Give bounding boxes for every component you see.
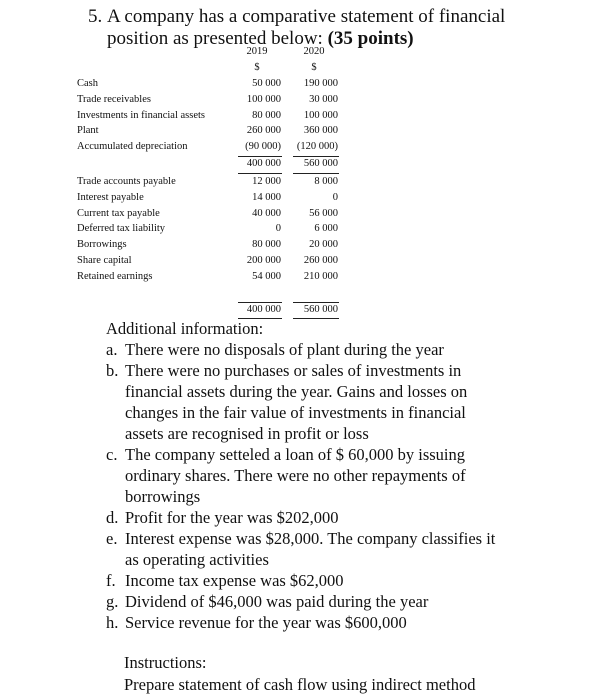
additional-information	[106, 318, 596, 633]
liability-label: Current tax payable	[77, 207, 160, 219]
item-marker: d.	[106, 508, 119, 527]
item-text-line: Profit for the year was $202,000	[125, 508, 339, 527]
item-marker: g.	[106, 592, 119, 611]
additional-info-item	[106, 528, 596, 570]
item-text-line: Interest expense was $28,000. The company classifies it	[125, 529, 496, 548]
item-text-line: There were no purchases or sales of investments in	[125, 361, 462, 380]
liability-value-2020: 6 000	[314, 223, 338, 235]
asset-value-2020: 30 000	[309, 93, 338, 105]
additional-info-item	[106, 591, 596, 612]
instructions-title: Instructions:	[124, 653, 207, 672]
asset-label: Cash	[77, 78, 98, 89]
asset-value-2019: 80 000	[252, 109, 281, 121]
asset-value-2020: 360 000	[303, 125, 338, 137]
asset-label: Investments in financial assets	[77, 109, 206, 121]
item-marker: c.	[106, 445, 118, 464]
additional-info-item	[106, 444, 596, 507]
subtotal-rule-2019	[238, 156, 282, 157]
item-text-line: borrowings	[125, 487, 201, 506]
liability-value-2019: 0	[275, 223, 281, 235]
liabilities-total-2019: 400 000	[246, 304, 281, 315]
liab-total-top-rule-2020	[293, 302, 339, 303]
points-label: (35 points)	[327, 28, 414, 49]
asset-value-2020: 190 000	[303, 78, 338, 89]
item-text-line: as operating activities	[125, 550, 269, 569]
liability-value-2020: 210 000	[303, 270, 338, 282]
item-text-line: The company setteled a loan of $ 60,000 by issuing	[125, 445, 466, 464]
instructions-text: Prepare statement of cash flow using indirect method	[124, 675, 476, 694]
question-number: 5.	[88, 6, 103, 27]
liability-label: Borrowings	[77, 239, 127, 251]
additional-info-item	[106, 570, 596, 591]
liability-value-2020: 0	[332, 191, 338, 203]
item-text-line: financial assets during the year. Gains and losses on	[125, 382, 468, 401]
item-marker: h.	[106, 613, 119, 632]
asset-label: Accumulated depreciation	[77, 141, 188, 153]
additional-info-item	[106, 360, 596, 444]
additional-info-item	[106, 507, 596, 528]
additional-info-item	[106, 612, 596, 633]
item-marker: e.	[106, 529, 118, 548]
liability-value-2020: 8 000	[314, 176, 338, 187]
liab-total-top-rule-2019	[238, 302, 282, 303]
year-header-2020: 2020	[303, 46, 325, 57]
currency-header-2020: $	[311, 62, 317, 73]
liability-label: Share capital	[77, 255, 132, 266]
additional-info-item	[106, 339, 596, 360]
asset-value-2020: (120 000)	[296, 141, 338, 153]
asset-value-2019: 50 000	[252, 78, 281, 89]
subtotal-rule-2020	[293, 156, 339, 157]
item-text-line: Income tax expense was $62,000	[125, 571, 344, 590]
instructions	[124, 652, 475, 696]
liability-value-2019: 14 000	[252, 191, 281, 203]
additional-info-title: Additional information:	[106, 319, 264, 338]
liability-value-2019: 12 000	[252, 176, 281, 187]
assets-total-2020: 560 000	[303, 158, 338, 169]
question-line-1: A company has a comparative statement of financial	[107, 6, 506, 27]
liability-value-2019: 80 000	[252, 239, 281, 251]
item-text-line: Service revenue for the year was $600,000	[125, 613, 407, 632]
total-rule-2019	[238, 173, 282, 174]
item-marker: f.	[106, 571, 116, 590]
asset-value-2019: (90 000)	[245, 141, 281, 153]
item-text-line: assets are recognised in profit or loss	[125, 424, 369, 443]
liability-value-2019: 54 000	[252, 270, 281, 282]
item-text-line: Dividend of $46,000 was paid during the year	[125, 592, 429, 611]
asset-value-2019: 100 000	[246, 93, 281, 105]
liability-value-2020: 56 000	[309, 207, 338, 219]
item-marker: a.	[106, 340, 118, 359]
liability-value-2020: 260 000	[303, 255, 338, 266]
liability-value-2019: 40 000	[252, 207, 281, 219]
total-rule-2020	[293, 173, 339, 174]
asset-label: Trade receivables	[77, 93, 151, 105]
item-text-line: ordinary shares. There were no other repayments of	[125, 466, 466, 485]
asset-value-2020: 100 000	[303, 109, 338, 121]
asset-value-2019: 260 000	[246, 125, 281, 137]
currency-header-2019: $	[254, 62, 260, 73]
liability-label: Interest payable	[77, 191, 144, 203]
item-marker: b.	[106, 361, 119, 380]
liability-value-2020: 20 000	[309, 239, 338, 251]
liability-label: Deferred tax liability	[77, 223, 166, 235]
liabilities-total-2020: 560 000	[303, 304, 338, 315]
additional-info-list	[106, 339, 596, 633]
liability-value-2019: 200 000	[246, 255, 281, 266]
item-text-line: changes in the fair value of investments in financial	[125, 403, 466, 422]
asset-label: Plant	[77, 125, 99, 137]
assets-total-2019: 400 000	[246, 158, 281, 169]
year-header-2019: 2019	[246, 46, 268, 57]
liability-label: Trade accounts payable	[77, 176, 176, 187]
item-text-line: There were no disposals of plant during the year	[125, 340, 444, 359]
question-line-2: position as presented below: (35 points)	[107, 28, 414, 49]
liability-label: Retained earnings	[77, 270, 153, 282]
